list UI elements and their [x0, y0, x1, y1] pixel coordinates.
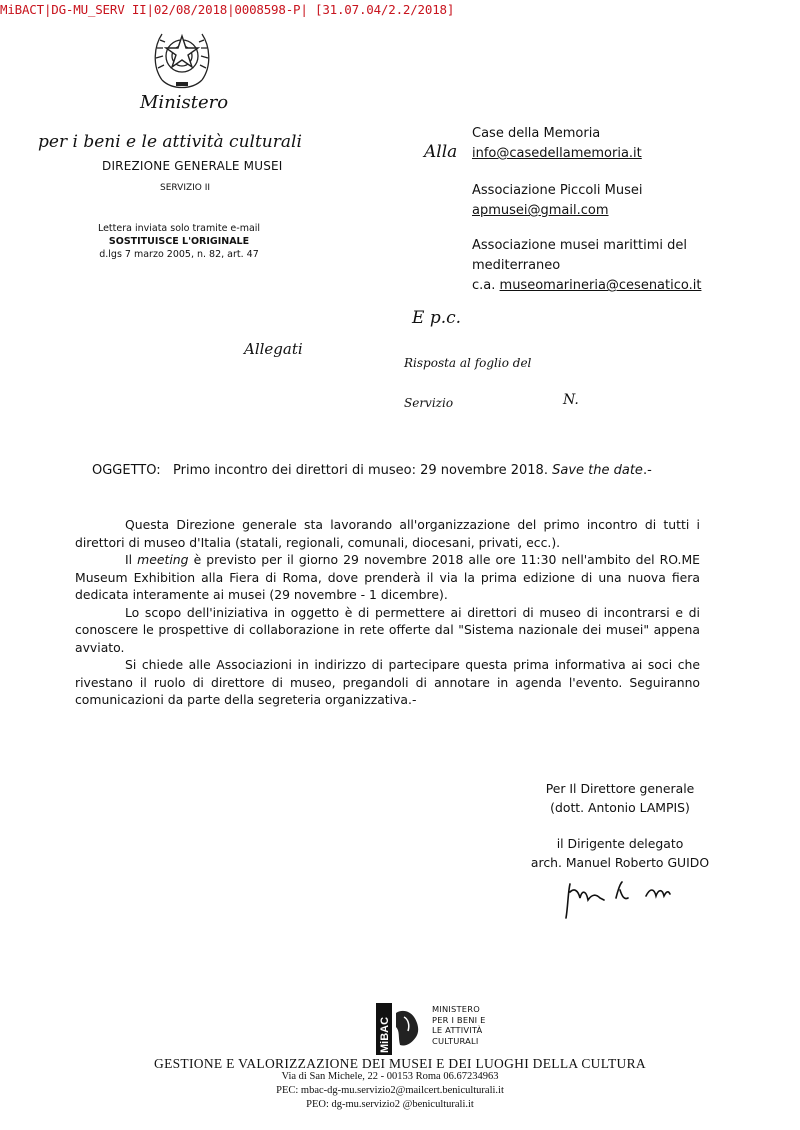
letter-note-block [74, 222, 284, 261]
recipient-email-link[interactable]: museomarineria@cesenatico.it [499, 278, 702, 293]
letter-body [75, 516, 700, 709]
subject-text: Primo incontro dei direttori di museo: 29 novembre 2018. [173, 463, 548, 478]
recipient-name: Associazione musei marittimi del mediterraneo [472, 238, 687, 273]
italian-emblem-icon [148, 18, 216, 98]
recipient-email-link[interactable]: info@casedellamemoria.it [472, 146, 642, 161]
signatory-name: (dott. Antonio LAMPIS) [550, 800, 690, 815]
ministry-title-line1: Ministero [140, 92, 229, 113]
recipient-email-link[interactable]: apmusei@gmail.com [472, 203, 609, 218]
epc-label: E p.c. [412, 308, 462, 328]
service-name: SERVIZIO II [160, 183, 211, 193]
allegati-label: Allegati [244, 340, 303, 358]
footer-address: Via di San Michele, 22 - 00153 Roma 06.67234963 [281, 1071, 499, 1082]
signature-block [500, 779, 740, 872]
ministry-logo-text: MINISTERO PER I BENI E LE ATTIVITÀ CULTURALI [432, 1004, 486, 1046]
alla-label: Alla [424, 142, 458, 162]
body-paragraph-2: Il meeting è previsto per il giorno 29 novembre 2018 alle ore 11:30 nell'ambito del RO.ME Museum Exhibition alla Fiera di Roma, dove prenderà il via la prima edizione di una nuova fiera dedicata interamente ai musei (29 novembre - 1 dicembre). [75, 552, 700, 602]
recipient-3 [472, 236, 742, 296]
footer-pec: PEC: mbac-dg-mu.servizio2@mailcert.beniculturali.it [276, 1085, 504, 1096]
servizio-label: Servizio [404, 396, 454, 410]
delegate-role: il Dirigente delegato [556, 836, 684, 851]
replaces-original-note: SOSTITUISCE L'ORIGINALE [108, 236, 250, 247]
signatory-role: Per Il Direttore generale [545, 781, 695, 796]
protocol-stamp: MiBACT|DG-MU_SERV II|02/08/2018|0008598-P| [31.07.04/2.2/2018] [0, 2, 455, 17]
footer-peo: PEO: dg-mu.servizio2 @beniculturali.it [306, 1099, 474, 1110]
delegate-name: arch. Manuel Roberto GUIDO [530, 855, 710, 870]
body-paragraph-4: Si chiede alle Associazioni in indirizzo di partecipare questa prima informativa ai soci che rivestano il ruolo di direttore di museo, pregandoli di annotare in agenda l'evento. Seguiranno comunicazioni da parte della segreteria organizzativa.- [75, 657, 700, 707]
recipient-1 [472, 124, 642, 164]
body-paragraph-1: Questa Direzione generale sta lavorando all'organizzazione del primo incontro di tutti i direttori di museo d'Italia (statali, regionali, comunali, diocesani, privati, ecc.). [75, 517, 700, 550]
recipient-2 [472, 181, 643, 221]
recipient-prefix: c.a. [472, 278, 496, 293]
recipient-name: Case della Memoria [472, 126, 601, 141]
law-reference: d.lgs 7 marzo 2005, n. 82, art. 47 [99, 249, 259, 260]
subject-emphasis: Save the date [552, 463, 643, 478]
letter-note: Lettera inviata solo tramite e-mail [97, 223, 261, 234]
body-paragraph-3: Lo scopo dell'iniziativa in oggetto è di permettere ai direttori di museo di incontrarsi e di conoscere le prospettive di collaborazione in rete offerte dal "Sistema nazionale dei musei" appena avviato. [75, 604, 700, 655]
risposta-label: Risposta al foglio del [404, 356, 532, 370]
number-label: N. [563, 392, 579, 408]
mibac-logo-icon [376, 1003, 428, 1055]
footer-title: GESTIONE E VALORIZZAZIONE DEI MUSEI E DEI LUOGHI DELLA CULTURA [154, 1056, 646, 1071]
subject-line: OGGETTO: Primo incontro dei direttori di museo: 29 novembre 2018. Save the date.- [92, 463, 652, 478]
mibac-logo-mark: MiBAC [379, 1016, 391, 1053]
subject-label: OGGETTO: [92, 463, 161, 478]
ministry-title-line2: per i beni e le attività culturali [38, 132, 302, 152]
recipient-name: Associazione Piccoli Musei [472, 183, 643, 198]
direction-name: DIREZIONE GENERALE MUSEI [102, 159, 283, 173]
handwritten-signature-icon [556, 878, 706, 924]
